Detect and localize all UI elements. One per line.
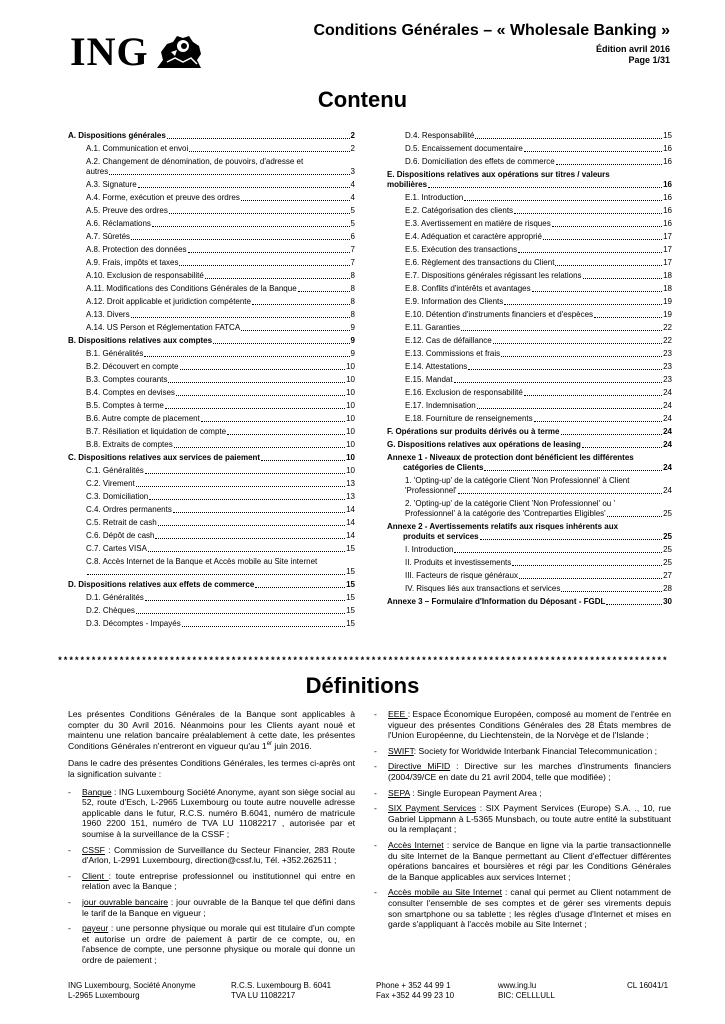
toc-entry-text: D. Dispositions relatives aux effets de commerce [68,580,255,589]
bullet: - [68,923,71,934]
toc-page-number: 16 [663,206,672,215]
toc-entry-text: D.5. Encaissement documentaire [405,144,523,153]
toc-entry-text: A.7. Sûretés [86,232,131,241]
toc-entry[interactable] [68,245,355,255]
toc-left-column [68,131,355,632]
toc-entry-text: A.5. Preuve des ordres [86,206,168,215]
toc-entry-text: C.3. Domiciliation [86,492,149,501]
toc-entry-text: A.4. Forme, exécution et preuve des ordres [86,193,240,202]
toc-page-number: 16 [663,193,672,202]
toc-entry-text: B.6. Autre compte de placement [86,414,200,423]
toc-page-number: 14 [346,518,355,527]
toc-entry-text-cont: autres [86,167,109,176]
toc-entry-text: C.5. Retrait de cash [86,518,157,527]
definition-term: EEE [388,709,408,719]
toc-entry-text: F. Opérations sur produits dérivés ou à terme [387,427,560,436]
toc-page-number: 16 [663,219,672,228]
toc-entry-text: IV. Risques liés aux transactions et services [405,584,561,593]
definition-text: : toute entreprise professionnel ou institutionnel qui entre en relation avec la Banque ; [82,870,355,892]
toc-entry[interactable] [387,206,672,216]
footer-phone: Phone + 352 44 99 1 Fax +352 44 99 23 10 [376,981,455,1000]
toc-page-number: 23 [663,375,672,384]
toc-page-number: 4 [350,193,355,202]
bullet: - [374,787,377,798]
toc-entry-text: E.8. Conflits d'intérêts et avantages [405,284,531,293]
toc-page-number: 8 [350,271,355,280]
toc-entry-text: C.8. Accès Internet de la Banque et Accès mobile au Site internet [86,557,318,566]
definition-text: : Commission de Surveillance du Secteur Financier, 283 Route d'Arlon, L-2991 Luxembourg, direction@cssf.lu, Tél. +352.262511 ; [82,844,355,866]
toc-entry[interactable] [68,414,355,424]
toc-page-number: 7 [350,245,355,254]
toc-page-number: 6 [350,232,355,241]
toc-entry-text-cont: catégories de Clients [403,463,484,472]
definition-item [68,787,355,840]
toc-page-number: 13 [346,479,355,488]
toc-entry[interactable] [387,245,672,255]
toc-entry-text: D.3. Décomptes - Impayés [86,619,181,628]
toc-page-number: 15 [663,131,672,140]
toc-entry[interactable] [68,131,355,141]
toc-entry[interactable] [387,258,672,268]
toc-page-number: 10 [346,401,355,410]
toc-entry[interactable] [68,593,355,603]
toc-entry-text: B. Dispositions relatives aux comptes [68,336,213,345]
definition-term: SWIFT [388,745,414,756]
intro-paragraph-2: Dans le cadre des présentes Conditions Générales, les termes ci-après ont la signification suivante : [68,758,355,779]
toc-entry[interactable] [68,258,355,268]
toc-page-number: 10 [346,388,355,397]
toc-entry-text: D.2. Chèques [86,606,135,615]
toc-page-number: 30 [663,597,672,606]
toc-entry-text: E.18. Fourniture de renseignements [405,414,533,423]
definition-text: : Espace Économique Européen, composé au moment de l'entrée en vigueur des présentes Conditions Générales des 28 États membres de l'Union Européenne, du Liechtenstein, de la Norvège et de l'Islande ; [388,709,671,741]
edition-info [596,44,670,66]
toc-entry-text: A.11. Modifications des Conditions Générales de la Banque [86,284,297,293]
definition-text: : ING Luxembourg Société Anonyme, ayant son siège social au 52, route d'Esch, L-2965 Luxembourg ou toute autre nouvelle adresse applicable dans le futur, R.C.S. numéro B.6041, numéro de matricule 1960 2200 151, numéro de TVA LU 11082217 , autorisée par et soumise à la surveillance de la CSSF ; [82,786,355,839]
toc-entry[interactable] [387,362,672,372]
definition-term: SIX Payment Services [388,803,477,814]
definition-term: Accès Internet [388,839,444,850]
toc-entry-text: G. Dispositions relatives aux opérations de leasing [387,440,581,449]
definition-term: payeur [82,923,109,934]
bullet: - [68,844,71,855]
toc-entry-text: E.16. Exclusion de responsabilité [405,388,523,397]
toc-page-number: 23 [663,362,672,371]
definition-item [68,845,355,866]
toc-entry[interactable] [387,584,672,594]
toc-entry-text: E.11. Garanties [405,323,460,332]
toc-entry[interactable] [68,453,355,463]
toc-entry-text: E.9. Information des Clients [405,297,504,306]
toc-entry[interactable] [387,284,672,294]
footer-reference: CL 16041/1 [627,981,669,990]
toc-entry[interactable] [68,544,355,554]
toc-entry[interactable] [68,375,355,385]
toc-page-number: 24 [663,427,672,436]
definition-item [374,803,671,835]
toc-page-number: 8 [350,297,355,306]
toc-page-number: 10 [346,440,355,449]
toc-entry-text: D.4. Responsabilité [405,131,475,140]
toc-entry[interactable] [387,232,672,242]
definition-item [68,871,355,892]
toc-entry-text: I. Introduction [405,545,454,554]
toc-entry-text: E.15. Mandat [405,375,453,384]
definition-text: : Society for Worldwide Interbank Financial Telecommunication ; [413,745,658,756]
toc-entry-text: B.4. Comptes en devises [86,388,175,397]
ing-logo [70,28,205,75]
definition-term: Banque [82,786,112,797]
toc-entry-text: C.1. Généralités [86,466,144,475]
toc-page-number: 10 [346,427,355,436]
toc-page-number: 24 [663,440,672,449]
toc-page-number: 2 [350,144,355,153]
toc-entry[interactable] [68,336,355,346]
toc-entry-text: C.7. Cartes VISA [86,544,147,553]
bullet: - [374,803,377,814]
toc-entry-text: Annexe 1 - Niveaux de protection dont bénéficient les différentes [387,453,634,462]
lion-icon [153,32,205,72]
toc-page-number: 19 [663,297,672,306]
footer-web: www.ing.lu BIC: CELLLULL [498,981,555,1000]
toc-entry[interactable] [387,499,672,519]
toc-entry-text: 1. 'Opting-up' de la catégorie Client 'Non Professionnel' à Client [405,476,630,485]
toc-entry-text: B.1. Généralités [86,349,144,358]
definition-item [374,788,671,799]
toc-entry[interactable] [387,144,672,154]
bullet: - [374,839,377,850]
definition-term: Client [82,870,109,881]
toc-entry[interactable] [387,375,672,385]
toc-entry-text: E.14. Attestations [405,362,468,371]
definition-term: Accès mobile au Site Internet [388,887,503,898]
bullet: - [374,745,377,756]
toc-entry[interactable] [68,388,355,398]
toc-page-number: 4 [350,180,355,189]
definition-item [374,709,671,741]
toc-page-number: 10 [346,414,355,423]
definition-item [374,887,671,929]
toc-page-number: 5 [350,219,355,228]
toc-entry-text-cont: produits et services [403,532,479,541]
bullet: - [68,870,71,881]
toc-entry-text: A. Dispositions générales [68,131,166,140]
toc-entry-text: 2. 'Opting-up' de la catégorie Client 'Non Professionnel' ou ' [405,499,615,508]
toc-entry[interactable] [387,558,672,568]
definition-text: : une personne physique ou morale qui est titulaire d'un compte et autorise un ordre de paiement à partir de ce compte, ou, en l'absence de compte, une personne physique ou morale qui donne un ordre de paiement ; [82,923,355,965]
definition-term: CSSF [82,844,105,855]
contenu-heading: Contenu [317,87,408,112]
toc-page-number: 2 [350,131,355,140]
toc-page-number: 15 [346,567,355,576]
toc-page-number: 24 [663,463,672,472]
toc-page-number: 7 [350,258,355,267]
toc-page-number: 22 [663,336,672,345]
toc-page-number: 24 [663,401,672,410]
toc-entry-text: B.3. Comptes courants [86,375,168,384]
toc-entry-text: D.6. Domiciliation des effets de commerce [405,157,555,166]
toc-entry-text: C. Dispositions relatives aux services de paiement [68,453,261,462]
toc-entry-text: C.2. Virement [86,479,135,488]
toc-entry[interactable] [387,323,672,333]
toc-entry[interactable] [68,427,355,437]
toc-entry[interactable] [387,545,672,555]
definitions-right-column [374,709,671,935]
toc-entry[interactable] [68,531,355,541]
definition-term: jour ouvrable bancaire [82,896,169,907]
toc-entry[interactable] [68,557,355,577]
toc-entry[interactable] [387,522,672,542]
toc-entry-text: E.13. Commissions et frais [405,349,501,358]
logo-text: ING [70,29,149,74]
definition-text: : SIX Payment Services (Europe) S.A. ., 10, rue Gabriel Lippmann à L-5365 Munsbach, ou toute autre entité la substituant ou la remplaçant ; [388,803,671,835]
toc-page-number: 9 [350,323,355,332]
toc-entry-text: E.12. Cas de défaillance [405,336,492,345]
toc-entry-text: E.6. Règlement des transactions du Client [405,258,555,267]
toc-page-number: 17 [663,258,672,267]
toc-page-number: 24 [663,486,672,495]
toc-entry-text: E.5. Exécution des transactions [405,245,518,254]
toc-entry[interactable] [68,271,355,281]
toc-entry-text: E.1. Introduction [405,193,464,202]
toc-entry-text: Annexe 3 – Formulaire d'Information du Déposant - FGDL [387,597,606,606]
toc-page-number: 14 [346,505,355,514]
toc-entry[interactable] [387,414,672,424]
definitions-left-column [68,709,355,970]
definition-item [374,840,671,882]
toc-entry-text: E.7. Dispositions générales régissant les relations [405,271,582,280]
toc-page-number: 27 [663,571,672,580]
page-number: Page 1/31 [628,55,670,65]
toc-page-number: 18 [663,271,672,280]
toc-entry-text: II. Produits et investissements [405,558,512,567]
toc-entry[interactable] [68,349,355,359]
toc-page-number: 10 [346,362,355,371]
toc-entry[interactable] [68,310,355,320]
toc-entry[interactable] [387,388,672,398]
toc-page-number: 17 [663,232,672,241]
toc-entry-text: B.5. Comptes à terme [86,401,164,410]
toc-entry[interactable] [387,597,672,607]
toc-entry-text: E.2. Catégorisation des clients [405,206,514,215]
definition-text: : canal qui permet au Client notamment de consulter l'ensemble de ses comptes et de gérer ses virements depuis son smartphone ou sa tablette ; les règles d'usage d'Internet et mises en garde s'appliquant à l'accès mobile au Site Internet ; [388,887,671,930]
toc-entry[interactable] [68,518,355,528]
toc-entry[interactable] [68,466,355,476]
definition-text: : jour ouvrable de la Banque tel que défini dans le tarif de la Banque en vigueur ; [82,896,355,918]
toc-entry[interactable] [68,297,355,307]
toc-entry-text-cont: mobilières [387,180,428,189]
toc-entry[interactable] [387,131,672,141]
definition-term: Directive MiFID [388,761,451,772]
definition-item [374,761,671,782]
bullet: - [374,761,377,772]
toc-page-number: 9 [350,336,355,345]
toc-page-number: 10 [346,466,355,475]
toc-entry[interactable] [68,157,355,177]
toc-entry-text: E.3. Avertissement en matière de risques [405,219,551,228]
toc-entry-text: A.9. Frais, impôts et taxes [86,258,179,267]
bullet: - [68,896,71,907]
intro-paragraph: Les présentes Conditions Générales de la Banque sont applicables à compter du 30 Avril 2016. Néanmoins pour les Clients ayant noué et maintenu une relation bancaire préalablement à cette date, les présentes Conditions Générales n'entreront en vigueur qu'au 1er juin 2016. [68,709,355,751]
separator-line: ************************************************************************************************************* [57,656,668,666]
toc-entry[interactable] [68,606,355,616]
footer-company: ING Luxembourg, Société Anonyme L-2965 Luxembourg [68,981,196,1000]
toc-entry-text-cont: Professionnel' à la catégorie des 'Contreparties Eligibles' [405,509,606,518]
definition-text: : service de Banque en ligne via la partie transactionnelle du site Internet de la Banque permettant au Client d'effectuer différentes opérations bancaires et boursières et régi par les Conditions Générales de la Banque applicables aux services Internet ; [388,839,671,882]
bullet: - [374,887,377,898]
toc-page-number: 16 [663,180,672,189]
toc-entry[interactable] [387,193,672,203]
toc-entry-text: A.1. Communication et envoi [86,144,189,153]
toc-entry-text: B.2. Découvert en compte [86,362,179,371]
toc-entry-text-cont: 'Professionnel' [405,486,457,495]
toc-entry[interactable] [68,580,355,590]
definition-text: : Single European Payment Area ; [409,787,542,798]
toc-entry-text: C.4. Ordres permanents [86,505,172,514]
toc-page-number: 25 [663,509,672,518]
toc-entry-text: E. Dispositions relatives aux opérations sur titres / valeurs [387,170,610,179]
toc-entry-text: Annexe 2 - Avertissements relatifs aux risques inhérents aux [387,522,619,531]
toc-entry[interactable] [68,362,355,372]
toc-entry-text: A.10. Exclusion de responsabilité [86,271,204,280]
toc-page-number: 5 [350,206,355,215]
toc-page-number: 8 [350,284,355,293]
toc-entry[interactable] [387,336,672,346]
document-title: Conditions Générales – « Wholesale Banking » [313,22,670,39]
toc-entry-text: E.4. Adéquation et caractère approprié [405,232,542,241]
definitions-heading: Définitions [305,673,420,698]
toc-page-number: 15 [346,619,355,628]
toc-entry-text: A.8. Protection des données [86,245,187,254]
toc-entry-text: A.2. Changement de dénomination, de pouvoirs, d'adresse et [86,157,304,166]
toc-page-number: 15 [346,606,355,615]
toc-page-number: 3 [350,167,355,176]
definition-item [374,746,671,757]
toc-page-number: 25 [663,532,672,541]
toc-page-number: 25 [663,558,672,567]
toc-page-number: 18 [663,284,672,293]
toc-entry[interactable] [68,193,355,203]
toc-entry[interactable] [68,479,355,489]
toc-entry[interactable] [387,170,672,190]
toc-entry-text: A.13. Divers [86,310,130,319]
toc-entry-text: III. Facteurs de risque généraux [405,571,518,580]
toc-entry-text: B.7. Résiliation et liquidation de compte [86,427,227,436]
toc-page-number: 24 [663,414,672,423]
toc-entry[interactable] [387,310,672,320]
toc-right-column [387,131,672,610]
toc-entry-text: A.3. Signature [86,180,137,189]
definition-term: SEPA [388,787,410,798]
toc-page-number: 15 [346,580,355,589]
toc-page-number: 10 [346,453,355,462]
toc-entry[interactable] [68,232,355,242]
toc-page-number: 16 [663,144,672,153]
definition-text: : Directive sur les marches d'instruments financiers (2004/39/CE en date du 21 avril 2004, telle que modifiée) ; [388,761,671,782]
toc-entry[interactable] [68,323,355,333]
definition-item [68,897,355,918]
toc-entry[interactable] [387,219,672,229]
toc-page-number: 28 [663,584,672,593]
toc-page-number: 22 [663,323,672,332]
toc-entry-text: B.8. Extraits de comptes [86,440,173,449]
toc-page-number: 17 [663,245,672,254]
toc-page-number: 15 [346,593,355,602]
toc-page-number: 15 [346,544,355,553]
toc-entry[interactable] [68,505,355,515]
toc-entry-text: E.10. Détention d'instruments financiers et d'espèces [405,310,594,319]
toc-entry[interactable] [387,453,672,473]
toc-page-number: 23 [663,349,672,358]
toc-entry[interactable] [68,619,355,629]
toc-entry[interactable] [387,349,672,359]
toc-entry[interactable] [68,401,355,411]
toc-entry[interactable] [68,284,355,294]
toc-entry-text: E.17. Indemnisation [405,401,476,410]
bullet: - [68,786,71,797]
toc-page-number: 8 [350,310,355,319]
toc-entry[interactable] [68,206,355,216]
toc-entry[interactable] [387,427,672,437]
toc-page-number: 13 [346,492,355,501]
toc-page-number: 25 [663,545,672,554]
toc-page-number: 24 [663,388,672,397]
toc-entry[interactable] [68,180,355,190]
toc-entry[interactable] [387,401,672,411]
toc-page-number: 14 [346,531,355,540]
footer-registration: R.C.S. Luxembourg B. 6041 TVA LU 11082217 [231,981,332,1000]
toc-entry-text: A.12. Droit applicable et juridiction compétente [86,297,251,306]
toc-page-number: 19 [663,310,672,319]
toc-entry[interactable] [387,571,672,581]
toc-entry-text: D.1. Généralités [86,593,144,602]
toc-entry[interactable] [68,219,355,229]
toc-entry[interactable] [387,440,672,450]
toc-page-number: 9 [350,349,355,358]
toc-page-number: 10 [346,375,355,384]
definition-item [68,923,355,965]
toc-entry[interactable] [387,297,672,307]
toc-entry-text: A.14. US Person et Réglementation FATCA [86,323,241,332]
edition-date: Édition avril 2016 [595,44,670,54]
toc-entry[interactable] [387,476,672,496]
toc-page-number: 16 [663,157,672,166]
toc-entry[interactable] [387,271,672,281]
bullet: - [374,709,377,719]
toc-entry[interactable] [68,440,355,450]
toc-entry-text: A.6. Réclamations [86,219,151,228]
toc-entry[interactable] [68,492,355,502]
toc-entry[interactable] [68,144,355,154]
toc-entry-text: C.6. Dépôt de cash [86,531,155,540]
toc-entry[interactable] [387,157,672,167]
